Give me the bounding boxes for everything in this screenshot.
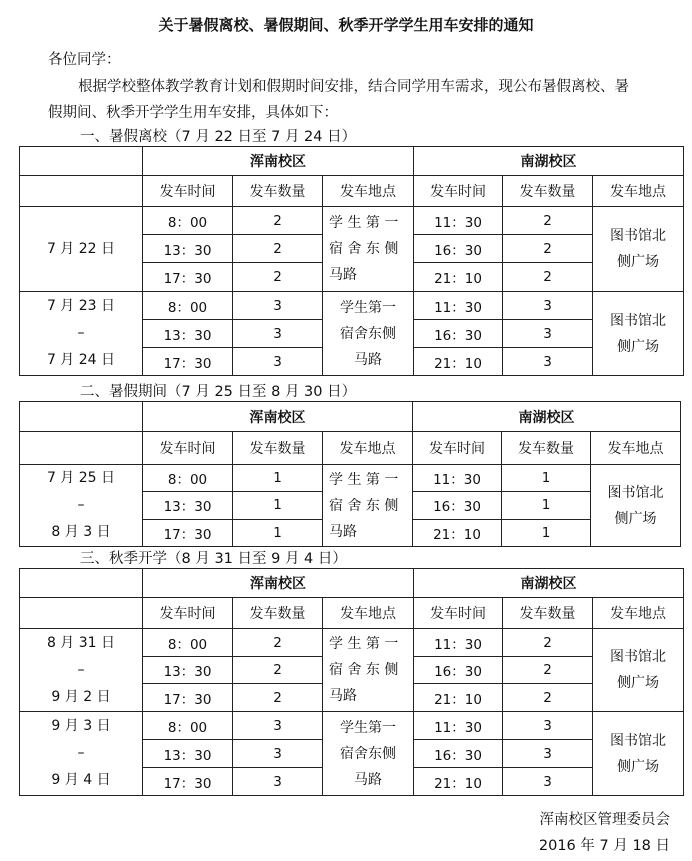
count-cell: 2	[503, 235, 593, 263]
table-row	[20, 207, 684, 235]
count-cell: 3	[233, 320, 323, 348]
date-cell: 7 月 23 日 – 7 月 24 日	[20, 292, 143, 376]
footer-date: 2016 年 7 月 18 日	[538, 838, 670, 854]
col-header-time: 发车时间	[143, 598, 233, 629]
count-cell: 2	[503, 263, 593, 292]
col-header-place: 发车地点	[593, 176, 684, 207]
time-cell: 13：30	[143, 235, 233, 263]
time-cell: 16：30	[414, 740, 503, 768]
col-header-time: 发车时间	[413, 432, 502, 465]
section-heading-3: 三、秋季开学（8 月 31 日至 9 月 4 日）	[80, 551, 347, 567]
time-cell: 21：10	[414, 263, 503, 292]
corner-cell	[20, 598, 143, 629]
count-cell: 2	[503, 684, 593, 712]
footer-org: 浑南校区管理委员会	[539, 812, 670, 828]
date-cell: 9 月 3 日 – 9 月 4 日	[20, 712, 143, 796]
count-cell: 2	[233, 207, 323, 235]
time-cell: 13：30	[143, 740, 233, 768]
count-cell: 1	[502, 520, 591, 547]
col-header-place: 发车地点	[323, 176, 414, 207]
place-cell: 图书馆北 侧广场	[591, 465, 681, 547]
count-cell: 2	[233, 684, 323, 712]
col-header-count: 发车数量	[503, 176, 593, 207]
time-cell: 13：30	[143, 491, 233, 519]
schedule-table-2	[19, 401, 681, 547]
time-cell: 21：10	[414, 348, 503, 376]
time-cell: 17：30	[143, 520, 233, 547]
time-cell: 11：30	[414, 629, 503, 657]
place-cell: 图书馆北 侧广场	[593, 629, 684, 712]
campus-header-nanhu: 南湖校区	[414, 569, 684, 598]
place-cell: 学 生 第 一 宿 舍 东 侧 马路	[323, 207, 414, 292]
col-header-place: 发车地点	[591, 432, 681, 465]
count-cell: 3	[233, 768, 323, 796]
count-cell: 2	[233, 657, 323, 684]
greeting: 各位同学：	[48, 52, 121, 68]
table-row	[20, 292, 684, 320]
campus-header-nanhu: 南湖校区	[413, 402, 681, 432]
col-header-place: 发车地点	[593, 598, 684, 629]
col-header-time: 发车时间	[143, 432, 233, 465]
corner-cell	[20, 569, 143, 598]
time-cell: 8：00	[143, 207, 233, 235]
count-cell: 3	[503, 768, 593, 796]
count-cell: 1	[233, 465, 323, 492]
count-cell: 2	[503, 657, 593, 684]
count-cell: 1	[233, 491, 323, 519]
place-cell: 学生第一 宿舍东侧 马路	[323, 712, 414, 796]
campus-header-hunnan: 浑南校区	[143, 402, 413, 432]
table-row	[20, 465, 681, 492]
place-cell: 图书馆北 侧广场	[593, 207, 684, 292]
place-cell: 图书馆北 侧广场	[593, 712, 684, 796]
campus-header-hunnan: 浑南校区	[143, 569, 414, 598]
count-cell: 2	[503, 629, 593, 657]
time-cell: 21：10	[413, 520, 502, 547]
schedule-table-1	[19, 146, 684, 376]
time-cell: 16：30	[414, 235, 503, 263]
date-cell: 7 月 25 日 – 8 月 3 日	[20, 465, 143, 547]
count-cell: 2	[503, 207, 593, 235]
section-heading-1: 一、暑假离校（7 月 22 日至 7 月 24 日）	[80, 129, 357, 145]
count-cell: 3	[503, 320, 593, 348]
time-cell: 17：30	[143, 768, 233, 796]
time-cell: 16：30	[413, 491, 502, 519]
time-cell: 11：30	[414, 712, 503, 740]
intro-line-2: 假期间、秋季开学学生用车安排，具体如下：	[48, 105, 338, 121]
time-cell: 13：30	[143, 657, 233, 684]
time-cell: 11：30	[413, 465, 502, 492]
time-cell: 8：00	[143, 629, 233, 657]
campus-header-hunnan: 浑南校区	[143, 147, 414, 176]
col-header-count: 发车数量	[233, 598, 323, 629]
place-cell: 学 生 第 一 宿 舍 东 侧 马路	[323, 629, 414, 712]
col-header-place: 发车地点	[323, 432, 413, 465]
table-row	[20, 712, 684, 740]
date-cell: 8 月 31 日 – 9 月 2 日	[20, 629, 143, 712]
date-cell: 7 月 22 日	[20, 207, 143, 292]
time-cell: 17：30	[143, 684, 233, 712]
table-row	[20, 629, 684, 657]
notice-title: 关于暑假离校、暑假期间、秋季开学学生用车安排的通知	[158, 16, 534, 34]
time-cell: 8：00	[143, 465, 233, 492]
campus-header-nanhu: 南湖校区	[414, 147, 684, 176]
corner-cell	[20, 147, 143, 176]
col-header-time: 发车时间	[414, 176, 503, 207]
corner-cell	[20, 176, 143, 207]
count-cell: 3	[233, 712, 323, 740]
time-cell: 16：30	[414, 657, 503, 684]
section-heading-2: 二、暑假期间（7 月 25 日至 8 月 30 日）	[80, 384, 357, 400]
count-cell: 2	[233, 629, 323, 657]
time-cell: 17：30	[143, 263, 233, 292]
time-cell: 11：30	[414, 207, 503, 235]
count-cell: 3	[503, 292, 593, 320]
time-cell: 21：10	[414, 768, 503, 796]
count-cell: 1	[502, 465, 591, 492]
time-cell: 11：30	[414, 292, 503, 320]
col-header-time: 发车时间	[414, 598, 503, 629]
count-cell: 1	[233, 520, 323, 547]
time-cell: 8：00	[143, 712, 233, 740]
corner-cell	[20, 402, 143, 432]
place-cell: 学生第一 宿舍东侧 马路	[323, 292, 414, 376]
count-cell: 3	[503, 712, 593, 740]
count-cell: 3	[233, 348, 323, 376]
count-cell: 1	[502, 491, 591, 519]
col-header-count: 发车数量	[503, 598, 593, 629]
count-cell: 3	[503, 740, 593, 768]
intro-line-1: 根据学校整体教学教育计划和假期时间安排，结合同学用车需求，现公布暑假离校、暑	[78, 79, 629, 95]
count-cell: 3	[233, 292, 323, 320]
time-cell: 16：30	[414, 320, 503, 348]
col-header-count: 发车数量	[502, 432, 591, 465]
count-cell: 2	[233, 263, 323, 292]
col-header-count: 发车数量	[233, 176, 323, 207]
schedule-table-3	[19, 568, 684, 796]
col-header-count: 发车数量	[233, 432, 323, 465]
time-cell: 21：10	[414, 684, 503, 712]
time-cell: 13：30	[143, 320, 233, 348]
place-cell: 学 生 第 一 宿 舍 东 侧 马路	[323, 465, 413, 547]
count-cell: 3	[233, 740, 323, 768]
place-cell: 图书馆北 侧广场	[593, 292, 684, 376]
corner-cell	[20, 432, 143, 465]
time-cell: 8：00	[143, 292, 233, 320]
count-cell: 3	[503, 348, 593, 376]
col-header-time: 发车时间	[143, 176, 233, 207]
time-cell: 17：30	[143, 348, 233, 376]
count-cell: 2	[233, 235, 323, 263]
col-header-place: 发车地点	[323, 598, 414, 629]
